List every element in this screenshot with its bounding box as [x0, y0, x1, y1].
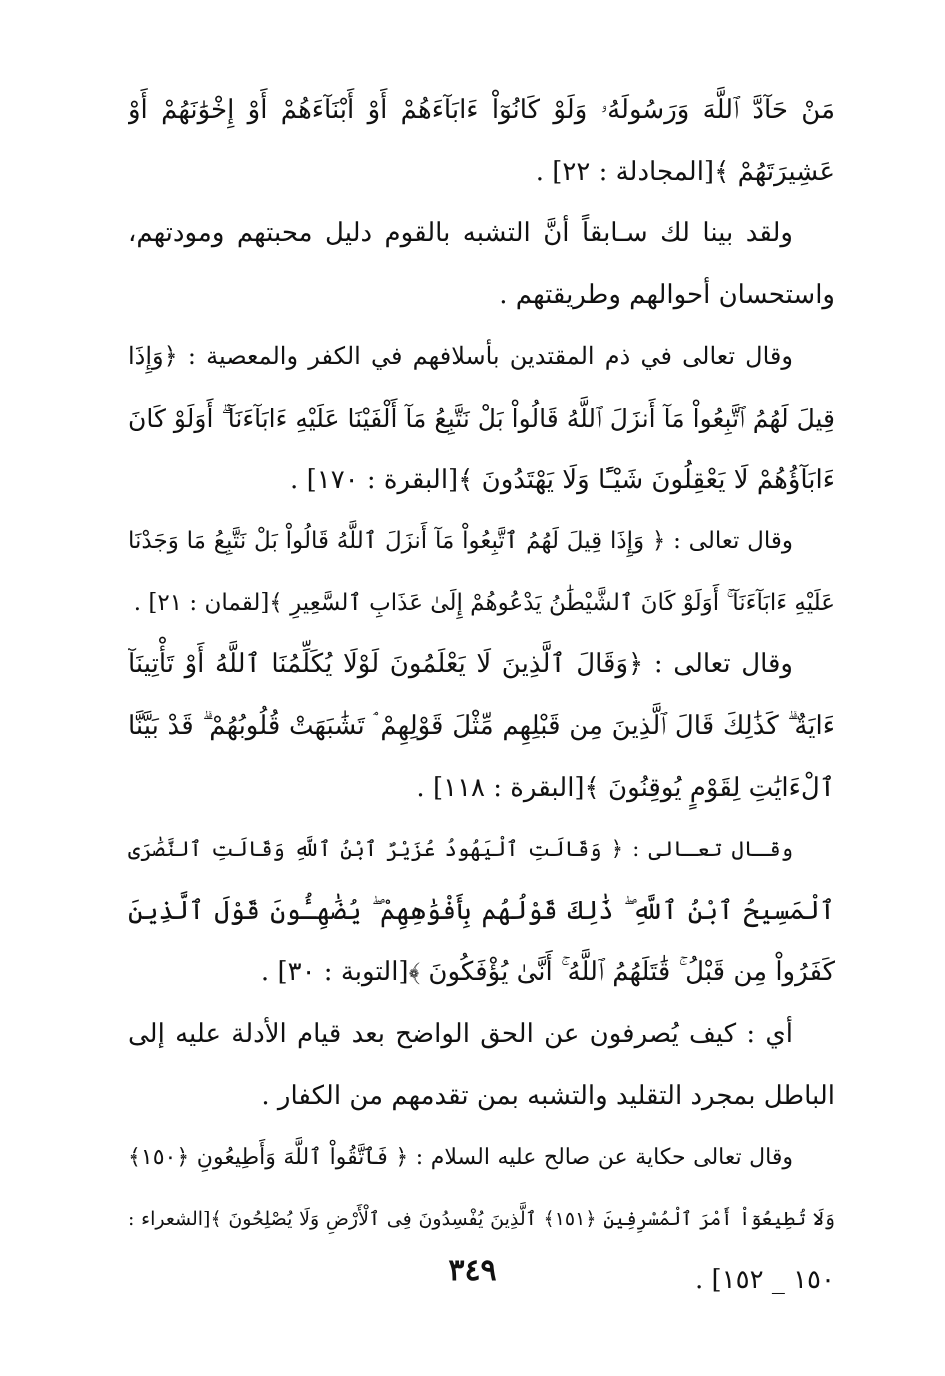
page-body-text [128, 80, 835, 1312]
text-line: ١٥٠ _ ١٥٢] . [694, 1265, 835, 1296]
text-line: عَلَيْهِ ءَابَآءَنَآ ۚ أَوَلَوْ كَانَ ٱلشَّيْطَٰنُ يَدْعُوهُمْ إِلَىٰ عَذَابِ ٱلسَّعِيرِ ﴾[لقمان : ٢١] . [133, 589, 835, 616]
text-line: ءَابَآؤُهُمْ لَا يَعْقِلُونَ شَيْـًٔا وَلَا يَهْتَدُونَ ﴾[البقرة : ١٧٠] . [290, 464, 835, 495]
text-line: ءَايَةٌ ۗ كَذَٰلِكَ قَالَ ٱلَّذِينَ مِن قَبْلِهِم مِّثْلَ قَوْلِهِمْ ۘ تَشَٰبَهَتْ قُلُوبُهُمْ ۗ قَدْ بَيَّنَّا [128, 710, 835, 741]
text-line: قِيلَ لَهُمُ ٱتَّبِعُواْ مَآ أَنزَلَ ٱللَّهُ قَالُواْ بَلْ نَتَّبِعُ مَآ أَلْفَيْنَا عَلَيْهِ ءَابَآءَنَآ ۗ أَوَلَوْ كَانَ [128, 403, 835, 433]
text-line: ٱلْمَسِيحُ ٱبْنُ ٱللَّهِ ۖ ذَٰلِكَ قَوْلُهُم بِأَفْوَٰهِهِمْ ۖ يُضَٰهِـُٔونَ قَوْلَ ٱلَّذِينَ [128, 895, 835, 926]
text-line: وقال تعالى في ذم المقتدين بأسلافهم في الكفر والمعصية : ﴿وَإِذَا [128, 342, 793, 371]
text-line: ولقد بينا لك سـابقاً أنَّ التشبه بالقوم دليل محبتهم ومودتهم، [128, 218, 793, 249]
text-line: عَشِيرَتَهُمْ ﴾[المجادلة : ٢٢] . [535, 156, 835, 187]
text-line: مَنْ حَآدَّ ٱللَّهَ وَرَسُولَهُۥ وَلَوْ كَانُوٓاْ ءَابَآءَهُمْ أَوْ أَبْنَآءَهُمْ أَوْ إِخْوَٰنَهُمْ أَوْ [128, 95, 835, 125]
text-line: وقال تعالى : ﴿وَقَالَ ٱلَّذِينَ لَا يَعْلَمُونَ لَوْلَا يُكَلِّمُنَا ٱللَّهُ أَوْ تَأْتِينَآ [128, 649, 793, 680]
page-number: ٣٤٩ [448, 1253, 497, 1288]
text-line: الباطل بمجرد التقليد والتشبه بمن تقدمهم من الكفار . [261, 1080, 835, 1111]
text-line: كَفَرُواْ مِن قَبْلُ ۚ قَٰتَلَهُمُ ٱللَّهُ ۚ أَنَّىٰ يُؤْفَكُونَ ﴾[التوبة : ٣٠] . [260, 957, 835, 988]
text-line: ٱلْءَايَٰتِ لِقَوْمٍ يُوقِنُونَ ﴾[البقرة : ١١٨] . [416, 772, 835, 803]
text-line: أي : كيف يُصرفون عن الحق الواضح بعد قيام الأدلة عليه إلى [128, 1018, 793, 1049]
text-line: وقال تعالى حكاية عن صالح عليه السلام : ﴿ فَٱتَّقُواْ ٱللَّهَ وَأَطِيعُونِ ﴿١٥٠﴾ [128, 1145, 793, 1171]
text-line: واستحسان أحوالهم وطريقتهم . [499, 279, 835, 310]
text-line: وقال تعالى : ﴿ وَإِذَا قِيلَ لَهُمُ ٱتَّبِعُواْ مَآ أَنزَلَ ٱللَّهُ قَالُواْ بَلْ نَتَّبِعُ مَا وَجَدْنَا [128, 528, 793, 555]
text-line: وَلَا تُطِيعُوٓاْ أَمْرَ ٱلْمُسْرِفِينَ ﴿١٥١﴾ ٱلَّذِينَ يُفْسِدُونَ فِى ٱلْأَرْضِ وَلَا يُصْلِحُونَ ﴾[الشعراء : [128, 1207, 835, 1230]
text-line: وقـال تعـالى : ﴿ وَقَالَتِ ٱلْيَهُودُ عُزَيْرٌ ٱبْنُ ٱللَّهِ وَقَالَتِ ٱلنَّصَٰرَى [128, 837, 793, 862]
